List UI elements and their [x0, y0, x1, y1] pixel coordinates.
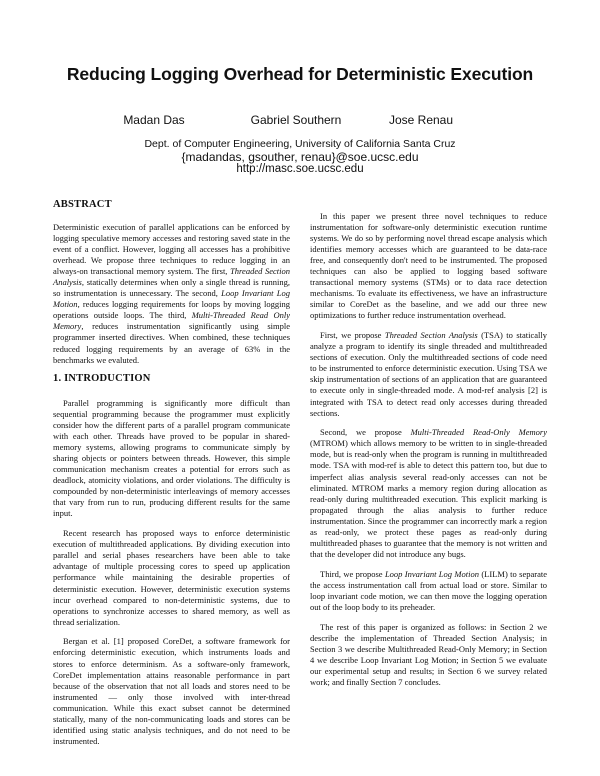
abstract-term-lilm: Loop Invariant Log Motion — [53, 288, 290, 310]
abstract-text — [53, 213, 290, 374]
right-p4-b: (LILM) to separate the access instrumentation call from actual load or store. Similar to loop invariant code motion, we can then move the logging operation out of the loop body to its preheader. — [310, 568, 547, 613]
abstract-part-1: Deterministic execution of parallel applications can be enforced by logging speculative memory accesses and restoring saved state in the event of a conflict. However, logging all accesses has a prohibitive overhead. We propose three techniques to reduce logging in an always-on transactional memory system. The first, — [53, 221, 290, 276]
right-p3-term: Multi-Threaded Read-Only Memory — [410, 427, 547, 438]
intro-paragraph-2: Recent research has proposed ways to enforce deterministic execution of multithreaded applications. By dividing execution into parallel and serial phases researchers have been able to take advantage of multiple processing cores to speed up application performance while maintaining the desirable properties of deterministic execution. However, deterministic execution systems incur overhead compared to non-deterministic systems, due to operations to synchronize accesses to shared memory, as well as thread serialization. — [53, 528, 290, 627]
right-paragraph-4 — [310, 569, 547, 613]
right-paragraph-3 — [310, 427, 547, 560]
affiliation: Dept. of Computer Engineering, University of California Santa Cruz — [144, 138, 456, 150]
abstract-term-tsa: Threaded Section Analysis — [53, 265, 290, 287]
right-p3-b: (MTROM) which allows memory to be written to in single-threaded mode, but is read-only when the program is running in multithreaded mode. TSA with mod-ref is able to detect this pattern too, but due to imperfect alias analysis several read-only accesses can not be eliminated. MTROM marks a memory region during allocation as read-only during multithreaded execution. This explicit marking is propagated through the alias analysis to further reduce instrumentation. Since the programmer can incorrectly mark a region as read-only, we protect these pages as read-only during multithreaded phases to guarantee that the memory is not written and that the developer did not introduce any bugs. — [310, 438, 547, 560]
right-paragraph-1: In this paper we present three novel techniques to reduce instrumentation for software-only deterministic execution runtime systems. We do so by performing novel thread escape analysis which identifies memory accesses which are guaranteed to be data-race free, and consequently don't need to be instrumented. The proposed techniques can also be applied to logging based software transactional memory systems (STMs) or to data race detection mechanisms. To evaluate its effectiveness, we have an infrastructure similar to CoreDet as the baseline, and we add our three new optimizations to further reduce instrumentation overhead. — [310, 210, 547, 321]
right-paragraph-5: The rest of this paper is organized as follows: in Section 2 we describe the implementation of Threaded Section Analysis; in Section 3 we describe Multithreaded Read-Only Memory; in Section 4 we describe Loop Invariant Log Motion; in Section 5 we evaluate our experimental setup and results; in Section 6 we survey related work; and finally Section 7 concludes. — [310, 621, 547, 688]
right-p3-a: Second, we propose — [320, 427, 411, 438]
author-1: Madan Das — [123, 113, 185, 127]
abstract-part-2: , statically determines when only a single thread is running, so instrumentation is unnecessary. The second, — [53, 276, 290, 299]
right-p2-b: (TSA) to statically analyze a program to identify its single threaded and multithreaded sections of execution. Only the multithreaded sections of code need to be instrumented to enforce deterministic execution. Using TSA we skip instrumentation of sections of an application that are guaranteed to execute only in single-threaded mode. A mod-ref analysis [2] is integrated with TSA to detect read only accesses during threaded sections. — [310, 329, 547, 418]
introduction-text — [53, 389, 290, 756]
group-url[interactable]: http://masc.soe.ucsc.edu — [236, 163, 364, 175]
author-emails: {madandas, gsouther, renau}@soe.ucsc.edu — [181, 150, 419, 164]
abstract-heading: ABSTRACT — [53, 199, 112, 210]
author-3: Jose Renau — [388, 113, 454, 127]
right-p2-term: Threaded Section Analysis — [384, 329, 478, 340]
abstract-term-mtrom: Multi-Threaded Read Only Memory — [53, 310, 291, 332]
right-p4-term: Loop Invariant Log Motion — [384, 568, 479, 579]
right-column-text — [310, 202, 547, 697]
paper-title: Reducing Logging Overhead for Deterministic Execution — [66, 64, 534, 84]
author-2: Gabriel Southern — [250, 113, 342, 127]
introduction-heading: 1. INTRODUCTION — [53, 373, 151, 384]
right-p4-a: Third, we propose — [320, 568, 385, 579]
right-paragraph-2 — [310, 330, 547, 419]
intro-paragraph-1: Parallel programming is significantly more difficult than sequential programming because the programmer must explicitly consider how the different parts of a parallel program communicate with each other. Threads have proved to be popular in shared-memory systems, allowing programs to communicate simply by sharing objects or pointers between threads. However, this simple communication mechanism creates a potential for errors such as deadlock, atomicity violations, and order violations. The difficulty is compounded by non-deterministic interleavings of memory accesses that vary from run to run, producing different results for the same input. — [53, 397, 290, 519]
abstract-part-3: , reduces logging requirements for loops by moving logging operations outside loops. The third, — [53, 299, 290, 321]
right-p2-a: First, we propose — [320, 329, 385, 340]
intro-paragraph-3: Bergan et al. [1] proposed CoreDet, a software framework for enforcing deterministic execution, which instruments loads and stores to enforce determinism. As a software-only framework, CoreDet implementation attains reasonable performance in part because of the observation that not all loads and stores need to be instrumented — only those involved with inter-thread communication. While this exact subset cannot be determined statically, many of the non-communicating loads and stores can be identified using static analysis techniques, and do not need to be instrumented. — [53, 636, 290, 747]
abstract-part-4: , reduces instrumentation significantly using simple programmer inserted directives. When combined, these techniques reduced logging requirements by an average of 63% in the benchmarks we evaluted. — [53, 321, 290, 365]
